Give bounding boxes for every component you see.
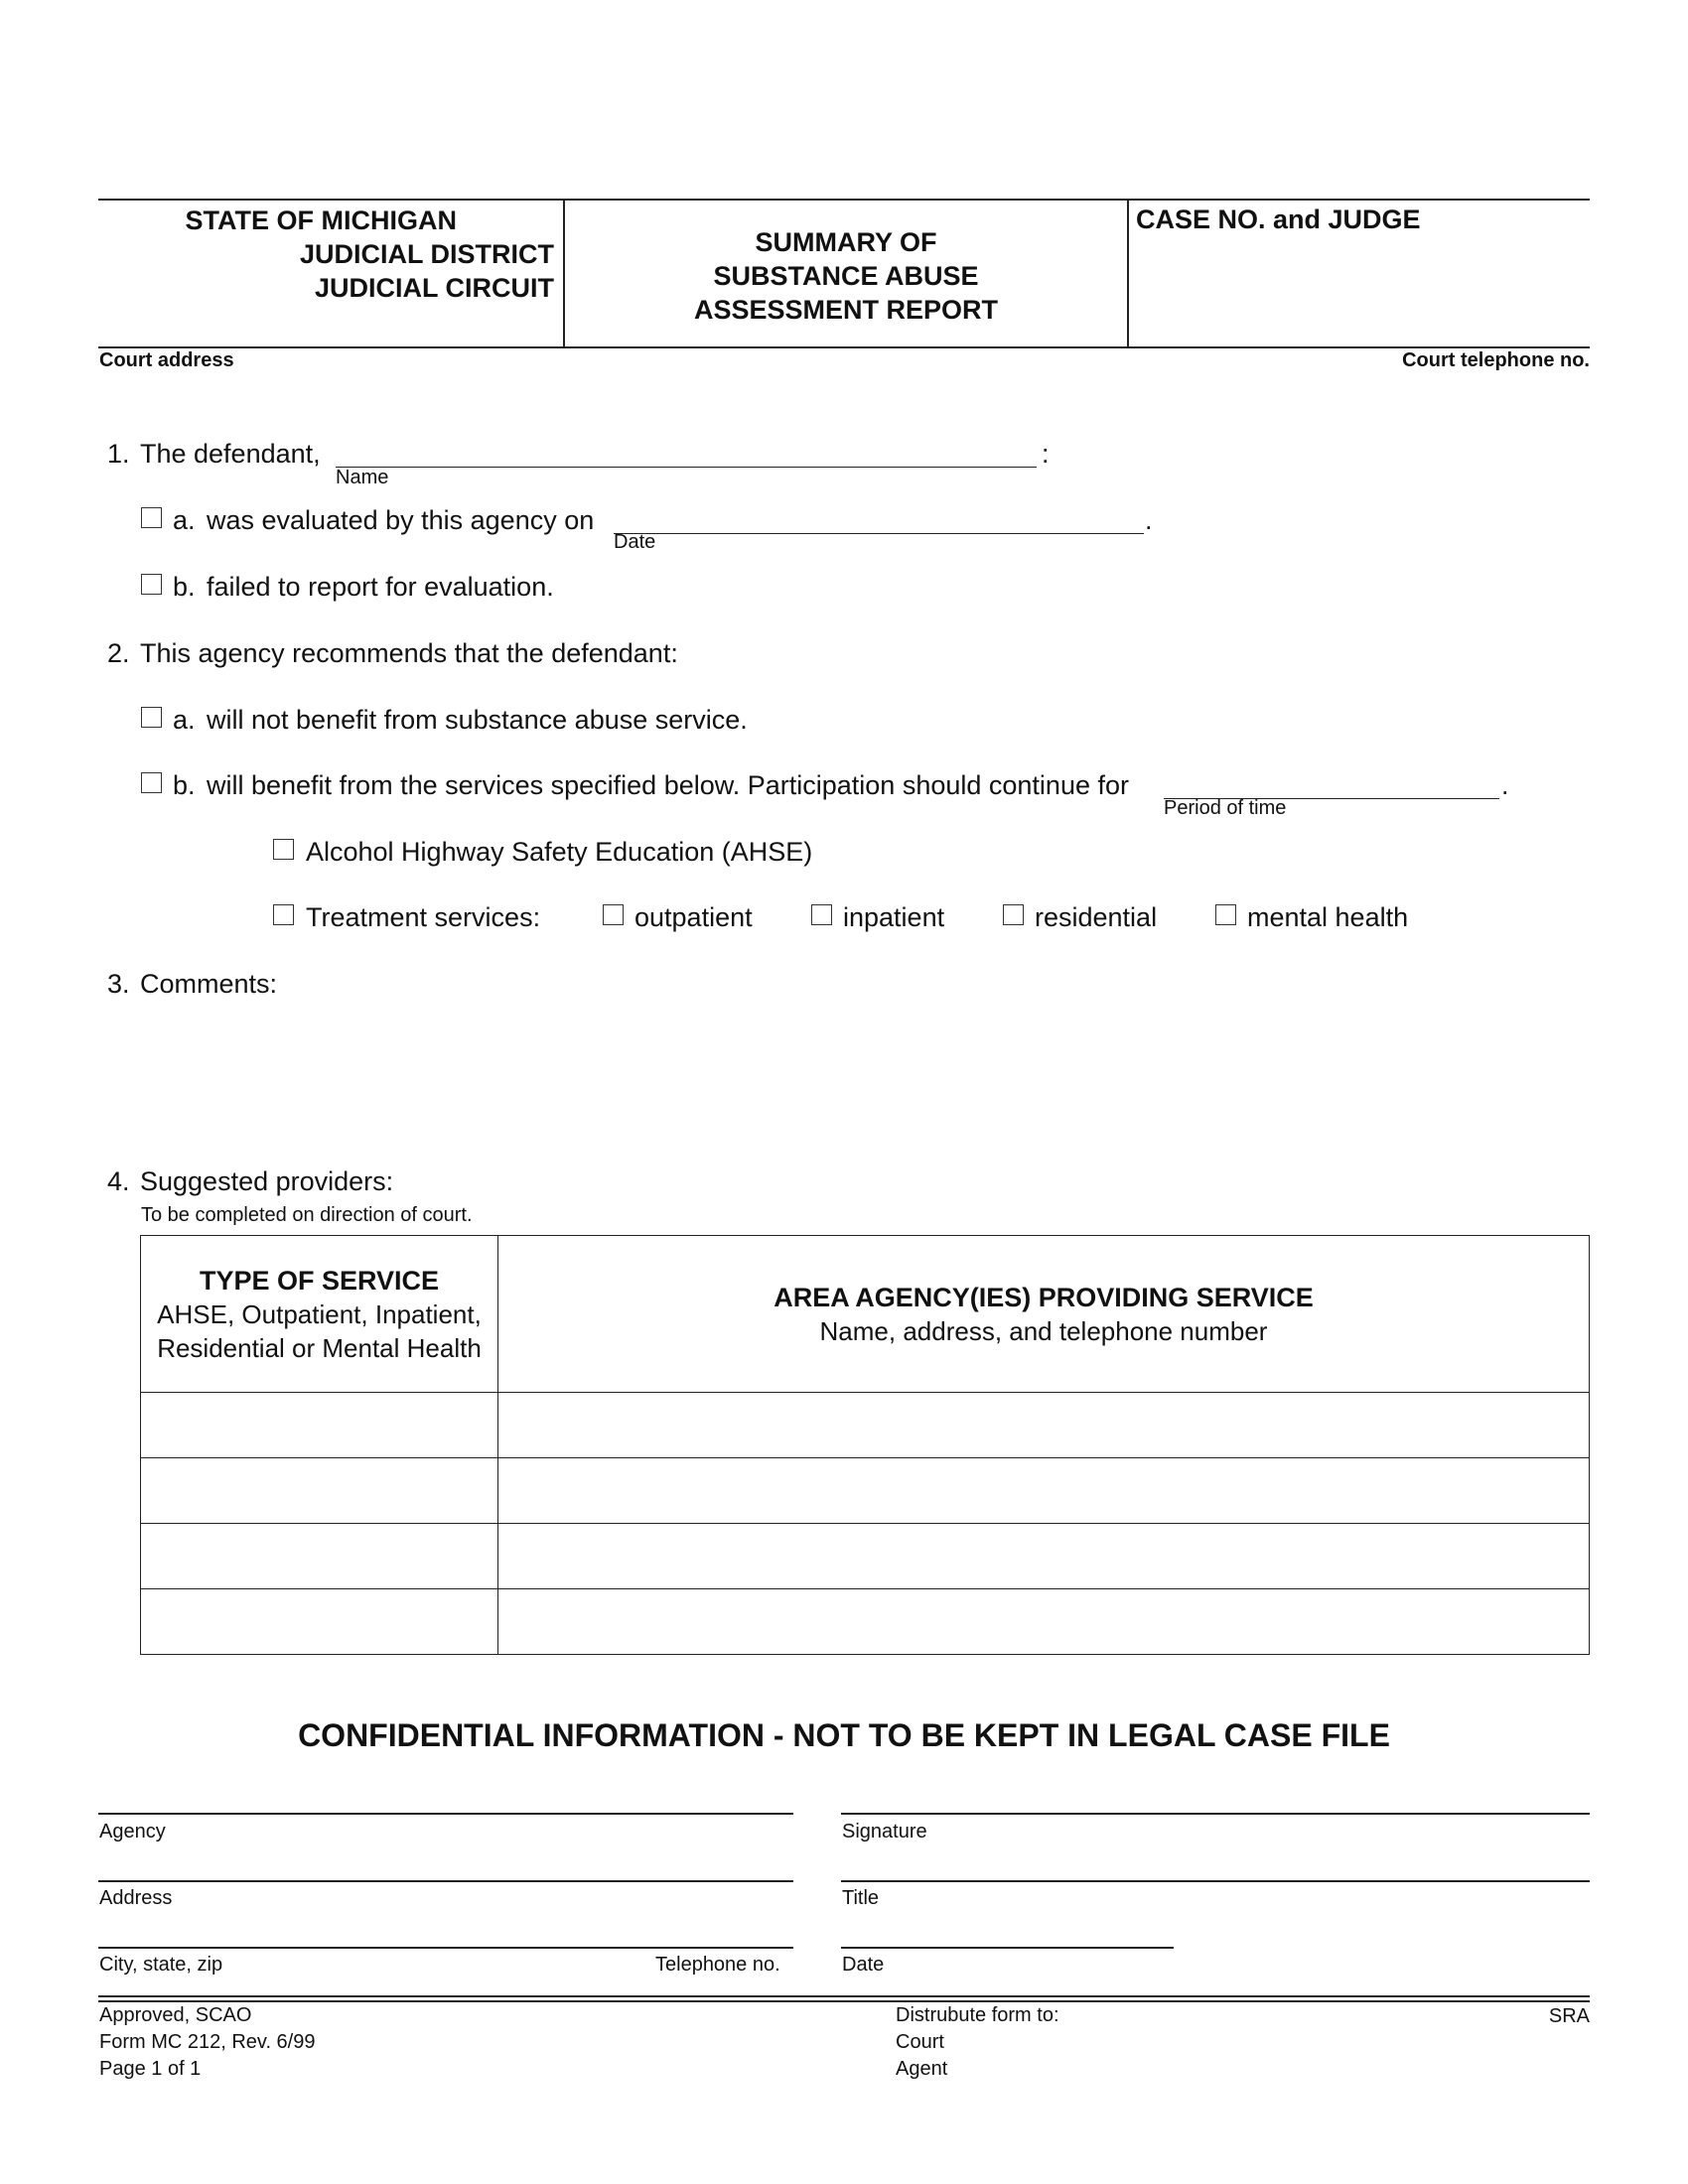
form-title [565,225,1127,327]
item2-number: 2. [107,638,130,668]
type-of-service-header [141,1236,498,1393]
treatment-checkbox[interactable] [273,904,294,925]
inpatient-label: inpatient [843,902,945,932]
item4-number: 4. [107,1166,130,1196]
providers-table [140,1235,1590,1655]
distribute-court: Court [896,2031,944,2053]
item1a-text: was evaluated by this agency on [207,505,595,535]
item1-text: The defendant, [140,439,321,469]
service-type-cell[interactable] [141,1458,498,1524]
table-row [141,1524,1590,1589]
date-line[interactable] [841,1947,1174,1949]
service-type-cell[interactable] [141,1393,498,1458]
providers-header-row [141,1236,1590,1393]
agency-input[interactable] [498,1523,1593,1589]
case-no-label: CASE NO. and JUDGE [1136,205,1421,234]
title-line-1: SUMMARY OF [755,227,937,257]
item1b-text: failed to report for evaluation. [207,572,554,602]
distribute-text: Distrubute form to: [896,2004,1059,2026]
agency-cell[interactable] [498,1393,1590,1458]
item1a-letter: a. [173,505,196,535]
agency-line[interactable] [98,1813,793,1815]
agency-cell[interactable] [498,1589,1590,1655]
confidential-notice: CONFIDENTIAL INFORMATION - NOT TO BE KEPT IN LEGAL CASE FILE [298,1717,1390,1753]
item3-number: 3. [107,969,130,999]
footer-left [99,2002,315,2083]
header-bottom-rule [98,346,1590,348]
table-row [141,1589,1590,1655]
title-line-3: ASSESSMENT REPORT [693,295,999,325]
item2b-checkbox[interactable] [141,772,162,793]
title-line-2: SUBSTANCE ABUSE [713,261,979,291]
judicial-district-label: JUDICIAL DISTRICT [299,239,554,269]
name-caption: Name [336,467,389,488]
item2b-letter: b. [173,770,196,800]
address-label: Address [99,1887,173,1909]
telephone-label: Telephone no. [655,1954,780,1976]
service-type-input[interactable] [141,1523,501,1589]
type-of-service-sub1: AHSE, Outpatient, Inpatient, [157,1298,482,1329]
agency-label: Agency [99,1821,166,1843]
sign-date-label: Date [842,1954,885,1976]
inpatient-checkbox[interactable] [811,904,832,925]
item1-number: 1. [107,439,130,469]
footer-distribution [896,2002,1059,2083]
court-address-label: Court address [99,349,234,371]
form-number-text: Form MC 212, Rev. 6/99 [99,2031,316,2053]
item2a-checkbox[interactable] [141,707,162,728]
header-divider-right [1127,199,1129,347]
court-telephone-label: Court telephone no. [1402,349,1590,371]
type-of-service-sub2: Residential or Mental Health [157,1332,482,1363]
title-line[interactable] [841,1880,1590,1882]
agency-input[interactable] [498,1588,1593,1655]
item2a-letter: a. [173,705,196,735]
item2b-period: . [1501,770,1509,800]
table-row [141,1393,1590,1458]
residential-checkbox[interactable] [1003,904,1024,925]
title-label: Title [842,1887,880,1909]
judicial-circuit-label: JUDICIAL CIRCUIT [314,273,554,303]
approved-text: Approved, SCAO [99,2004,252,2026]
item2-text: This agency recommends that the defendant: [140,638,678,668]
service-type-cell[interactable] [141,1589,498,1655]
item4-note: To be completed on direction of court. [141,1204,473,1226]
service-type-cell[interactable] [141,1524,498,1589]
item1b-checkbox[interactable] [141,574,162,595]
item2b-text: will benefit from the services specified below. Participation should continue for [207,770,1129,800]
signature-line[interactable] [841,1813,1590,1815]
address-line[interactable] [98,1880,793,1882]
service-type-input[interactable] [141,1588,501,1655]
footer-rule-top [98,1995,1590,1997]
item1a-period: . [1145,505,1153,535]
type-of-service-title: TYPE OF SERVICE [199,1265,440,1296]
footer-rule-bottom [98,2000,1590,2002]
area-agency-header [498,1236,1590,1393]
service-type-input[interactable] [141,1392,501,1458]
date-caption: Date [614,531,656,553]
header-top-rule [98,199,1590,201]
case-no-input[interactable] [1136,248,1587,330]
signature-label: Signature [842,1821,927,1843]
defendant-name-input[interactable] [336,439,1037,468]
item3-text: Comments: [140,969,278,999]
mental-health-label: mental health [1247,902,1409,932]
evaluation-date-input[interactable] [614,505,1144,534]
treatment-label: Treatment services: [306,902,541,932]
ahse-checkbox[interactable] [273,839,294,860]
item1-colon: : [1042,439,1050,469]
form-code: SRA [1548,2005,1590,2027]
mental-health-checkbox[interactable] [1215,904,1236,925]
agency-cell[interactable] [498,1458,1590,1524]
distribute-agent: Agent [896,2058,948,2080]
outpatient-label: outpatient [634,902,753,932]
item2a-text: will not benefit from substance abuse service. [207,705,748,735]
ahse-label: Alcohol Highway Safety Education (AHSE) [306,837,813,867]
outpatient-checkbox[interactable] [603,904,624,925]
court-names [98,204,554,305]
residential-label: residential [1035,902,1158,932]
state-label: STATE OF MICHIGAN [185,205,457,235]
city-label: City, state, zip [99,1954,223,1976]
service-type-input[interactable] [141,1457,501,1524]
participation-period-input[interactable] [1164,770,1499,799]
period-caption: Period of time [1164,797,1287,819]
area-agency-title: AREA AGENCY(IES) PROVIDING SERVICE [774,1282,1314,1312]
item1a-checkbox[interactable] [141,507,162,528]
item4-text: Suggested providers: [140,1166,394,1196]
city-line[interactable] [98,1947,793,1949]
agency-cell[interactable] [498,1524,1590,1589]
page-number-text: Page 1 of 1 [99,2058,202,2080]
comments-textarea[interactable] [140,1008,1594,1160]
agency-input[interactable] [498,1392,1593,1458]
item1b-letter: b. [173,572,196,602]
table-row [141,1458,1590,1524]
agency-input[interactable] [498,1457,1593,1524]
area-agency-sub: Name, address, and telephone number [819,1315,1268,1346]
